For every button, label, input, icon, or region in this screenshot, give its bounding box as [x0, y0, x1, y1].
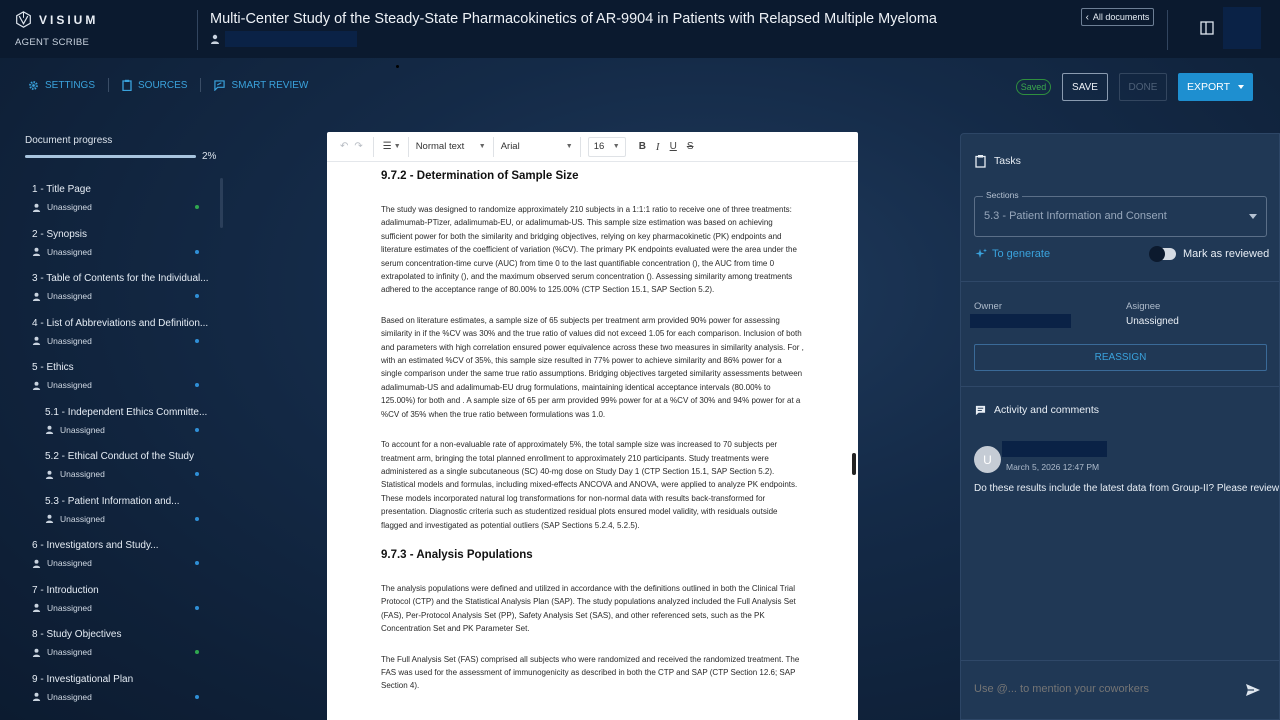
toc-item-assignee	[32, 247, 92, 257]
gear-icon	[28, 80, 39, 91]
toc-assignee-label: Unassigned	[47, 335, 92, 346]
caret-down-icon	[1249, 214, 1257, 219]
section-heading: 9.7.2 - Determination of Sample Size	[381, 170, 579, 182]
sidebar-scrollbar[interactable]	[220, 178, 223, 228]
activity-header	[975, 404, 1099, 416]
status-dot	[195, 339, 199, 343]
reassign-button[interactable]: REASSIGN	[974, 344, 1267, 371]
paragraph: The Full Analysis Set (FAS) comprised all subjects who were randomized and received the randomized treatment. The FAS was used for the assessment of immunogenicity as described in both the CTP and SAP (CTP Section 12.6; SAP Section 4).	[381, 654, 800, 691]
font-family-value: Arial	[500, 141, 520, 152]
status-dot	[195, 250, 199, 254]
toc-item[interactable]	[0, 581, 215, 626]
mark-reviewed-label: Mark as reviewed	[1183, 248, 1270, 260]
all-documents-button[interactable]	[1081, 8, 1154, 26]
panel-divider	[961, 386, 1279, 387]
clipboard-icon	[975, 154, 986, 168]
to-generate-button[interactable]	[975, 248, 1050, 260]
status-dot	[195, 650, 199, 654]
italic-icon[interactable]: I	[655, 140, 660, 153]
user-icon	[45, 470, 54, 479]
font-family-select[interactable]	[501, 141, 573, 152]
assignee-label: Asignee	[1126, 301, 1161, 312]
progress-fill	[25, 155, 196, 158]
toc-item-assignee	[32, 603, 92, 613]
toc-item-assignee	[32, 291, 92, 301]
toc-item[interactable]	[0, 625, 215, 670]
toc-item-assignee	[32, 647, 92, 657]
user-icon	[32, 247, 41, 256]
chevron-left-icon: ‹	[1085, 11, 1089, 23]
font-size-select[interactable]	[588, 137, 626, 157]
user-icon	[32, 381, 41, 390]
panel-divider	[961, 660, 1279, 661]
user-avatar[interactable]	[1223, 7, 1261, 49]
underline-icon[interactable]: U	[669, 141, 677, 152]
toolbar-divider	[373, 137, 374, 157]
toc-item-assignee	[32, 380, 92, 390]
toc-item-title: 6 - Investigators and Study...	[32, 540, 159, 551]
toc-assignee-label: Unassigned	[47, 291, 92, 301]
toc-item-assignee	[45, 514, 105, 524]
comment-text: Do these results include the latest data from Group-II? Please review	[974, 483, 1280, 494]
tasks-panel	[960, 133, 1280, 720]
user-icon	[45, 425, 54, 434]
commenter-name-redacted	[1002, 441, 1107, 457]
toc-item[interactable]	[0, 670, 215, 715]
commenter-avatar: U	[974, 446, 1001, 473]
section-heading: 9.7.3 - Analysis Populations	[381, 548, 533, 561]
sources-link[interactable]	[122, 79, 187, 91]
product-name: AGENT SCRIBE	[15, 37, 90, 48]
brand-name: VISIUM	[39, 12, 99, 27]
text-style-select[interactable]	[416, 141, 486, 152]
progress-percent: 2%	[202, 151, 217, 162]
toc-item-assignee	[32, 692, 92, 702]
caret-down-icon	[1238, 85, 1244, 89]
bold-icon[interactable]: B	[638, 141, 646, 152]
document-editor[interactable]	[327, 132, 858, 720]
status-dot	[195, 695, 199, 699]
paragraph: The analysis populations were defined and utilized in accordance with the definitions outlined in both the Clinical Trial Protocol (CTP) and the Statistical Analysis Plan (SAP). The study populations analyzed included the Full Analysis Set (FAS), Per-Protocol Analysis Set (PP), Safety Analysis Set (SAS), and other referenced sets, such as the PK Concentration Set and PK Parameter Set.	[381, 583, 796, 634]
all-documents-label: All documents	[1092, 12, 1150, 22]
text-style-value: Normal text	[415, 141, 465, 152]
toc-assignee-label: Unassigned	[47, 647, 92, 657]
undo-icon[interactable]: ↶	[340, 141, 349, 152]
status-dot	[195, 561, 199, 565]
clipboard-icon	[122, 79, 132, 91]
toc-item-assignee	[45, 469, 105, 479]
chevron-down-icon: ▼	[478, 143, 486, 150]
toc-item-assignee	[45, 425, 105, 435]
editor-content[interactable]	[327, 162, 858, 693]
toc-item[interactable]	[0, 314, 215, 359]
review-comment-icon	[214, 80, 225, 91]
smart-review-label: SMART REVIEW	[231, 79, 309, 91]
toc-item-assignee	[32, 202, 92, 212]
progress-label: Document progress	[25, 135, 113, 146]
status-dot	[195, 294, 199, 298]
chevron-down-icon: ▼	[612, 143, 620, 150]
panel-divider	[961, 281, 1279, 282]
saved-status-badge: Saved	[1016, 79, 1051, 95]
user-icon	[32, 692, 41, 701]
status-dot	[195, 517, 199, 521]
strikethrough-icon[interactable]: S	[686, 141, 694, 152]
toc-item-title: 4 - List of Abbreviations and Definition...	[32, 317, 209, 329]
assignee-value: Unassigned	[1126, 316, 1179, 327]
toc-item[interactable]	[0, 225, 215, 270]
toc-item-title: 5 - Ethics	[32, 362, 74, 373]
toc-assignee-label: Unassigned	[47, 602, 92, 613]
document-toolbar	[28, 78, 308, 92]
done-button[interactable]: DONE	[1119, 73, 1167, 101]
editor-scrollbar[interactable]	[852, 453, 856, 475]
tasks-title: Tasks	[994, 155, 1021, 167]
toc-item-title: 3 - Table of Contents for the Individual...	[32, 273, 209, 284]
visium-logo-icon	[15, 11, 32, 28]
toc-item-title: 9 - Investigational Plan	[32, 673, 134, 685]
toc-item[interactable]	[0, 269, 215, 314]
owner-label: Owner	[974, 301, 1002, 312]
toc-item-title: 1 - Title Page	[32, 184, 91, 195]
header-divider-right	[1167, 10, 1168, 50]
align-left-icon[interactable]: ☰	[382, 141, 392, 152]
user-icon	[32, 559, 41, 568]
toc-item-assignee	[32, 558, 92, 568]
user-icon	[32, 203, 41, 212]
user-icon	[32, 603, 41, 612]
redo-icon[interactable]: ↷	[354, 141, 363, 152]
toolbar-divider	[580, 137, 581, 157]
settings-label: SETTINGS	[45, 79, 96, 91]
editor-toolbar	[327, 132, 858, 162]
document-title: Multi-Center Study of the Steady-State Pharmacokinetics of AR-9904 in Patients with Relapsed Multiple Myeloma	[210, 11, 937, 27]
toc-item[interactable]	[0, 447, 215, 492]
author-name-redacted	[225, 31, 357, 47]
panel-layout-icon[interactable]	[1200, 21, 1214, 35]
toc-assignee-label: Unassigned	[47, 202, 92, 212]
toc-item-title: 7 - Introduction	[32, 584, 99, 596]
sparkle-icon	[975, 248, 987, 260]
save-button[interactable]: SAVE	[1062, 73, 1108, 101]
stray-dot	[396, 65, 399, 68]
paragraph: To account for a non-evaluable rate of approximately 5%, the total sample size was increased to 70 subjects per treatment arm, bringing the total planned enrollment to approximately 210 participants. Study treatments were administered as a single subcutaneous (SC) 40-mg dose on Study Day 1 (CTP Section 15.1, SAP Section 5.2). Statistical models and formulas, including mixed-effects ANCOVA and ANOVA, were applied to analyze PK endpoints. These models incorporated natural log transformations for non-normal data with results back-transformed for presentation. Diagnostic criteria such as studentized residual plots ensured model validity, with residuals outside flagged and investigated as potential outliers (SAP Sections 5.2.4, 5.2.5).	[381, 440, 798, 530]
owner-name-redacted	[970, 314, 1071, 328]
settings-link[interactable]	[28, 80, 95, 91]
nav-divider	[108, 78, 109, 92]
user-icon	[32, 336, 41, 345]
toc-item-assignee	[32, 336, 92, 346]
user-icon	[45, 514, 54, 523]
to-generate-label: To generate	[992, 248, 1051, 260]
table-of-contents	[0, 180, 215, 714]
comment-timestamp: March 5, 2026 12:47 PM	[1006, 462, 1100, 472]
status-dot	[195, 205, 199, 209]
toc-item-title: 5.1 - Independent Ethics Committe...	[45, 406, 208, 418]
sections-label: Sections	[983, 190, 1022, 200]
mark-reviewed-toggle[interactable]	[1150, 248, 1176, 260]
toc-assignee-label: Unassigned	[47, 380, 92, 390]
toc-assignee-label: Unassigned	[60, 424, 105, 435]
top-header	[0, 0, 1280, 58]
sections-select[interactable]	[974, 190, 1267, 237]
toc-item[interactable]	[0, 492, 215, 537]
status-dot	[195, 472, 199, 476]
toc-assignee-label: Unassigned	[60, 513, 105, 524]
activity-title: Activity and comments	[994, 404, 1100, 416]
toc-item-title: 5.2 - Ethical Conduct of the Study	[45, 451, 194, 462]
paragraph: Based on literature estimates, a sample size of 65 subjects per treatment arm provided 90% power for assessing similarity in if the %CV was 30% and the true ratio of values did not exceed 1.05 for each comparison. Inclusion of both and parameters with high correlation ensured power equivalence across these two measures in similarity analysis. For , with an estimated %CV of 35%, this sample size resulted in 77% power to achieve similarity and 86% power for a single comparison under the same true ratio assumptions. Bridging objectives targeted similarity assessments between adalimumab-US and adalimumab-EU drug formulations, maintaining identical acceptance intervals (80.00% to 125.00%) for both and . A sample size of 65 per arm provided 99% power for at a %CV of 30% and 94% power for at a %CV of 35% when the true ratio between formulations was 1.0.	[381, 315, 804, 419]
toc-item[interactable]	[0, 536, 215, 581]
toc-item-title: 8 - Study Objectives	[32, 629, 122, 640]
export-label: EXPORT	[1187, 81, 1230, 93]
export-button[interactable]	[1178, 73, 1253, 101]
user-icon	[32, 648, 41, 657]
comment-input[interactable]	[974, 683, 1234, 695]
send-icon[interactable]	[1245, 683, 1261, 697]
status-dot	[195, 606, 199, 610]
progress-bar	[25, 155, 196, 158]
toolbar-divider	[493, 137, 494, 157]
smart-review-link[interactable]	[214, 80, 308, 91]
paragraph: The study was designed to randomize approximately 210 subjects in a 1:1:1 ratio to receive one of three treatments: adalimumab-PTizer, adalimumab-EU, or adalimumab-US. This sample size estimation was based on achieving sufficient power for both the similarity and bridging objectives, relying on key pharmacokinetic (PK) endpoints and literature estimates of the coefficient of variation (%CV). The primary PK endpoints evaluated were the area under the serum concentration-time curve (AUC) from time 0 to the last quantifiable concentration (), the AUC from time 0 extrapolated to infinity (), and the maximum observed serum concentration (). Assessing similarity among treatments adhered to the acceptance range of 80.00% to 125.00% (CTP Section 15.1, SAP Section 5.2).	[381, 205, 797, 295]
sections-value: 5.3 - Patient Information and Consent	[984, 210, 1167, 222]
status-dot	[195, 428, 199, 432]
toc-assignee-label: Unassigned	[47, 691, 92, 702]
sources-label: SOURCES	[138, 79, 188, 91]
chevron-down-icon: ▼	[393, 143, 401, 150]
toc-item[interactable]	[0, 180, 215, 225]
toggle-knob	[1149, 246, 1165, 262]
font-size-value: 16	[593, 141, 605, 152]
comment-icon	[975, 405, 986, 416]
toc-item-title: 2 - Synopsis	[32, 228, 88, 240]
header-divider	[197, 10, 198, 50]
toc-assignee-label: Unassigned	[60, 469, 105, 479]
user-icon	[210, 34, 220, 44]
toc-item-title: 5.3 - Patient Information and...	[45, 495, 180, 507]
document-author	[210, 31, 357, 47]
chevron-down-icon: ▼	[565, 143, 573, 150]
toc-item[interactable]	[0, 403, 215, 448]
brand-logo[interactable]	[15, 11, 98, 48]
toolbar-divider	[408, 137, 409, 157]
tasks-header	[975, 154, 1021, 168]
nav-divider	[200, 78, 201, 92]
user-icon	[32, 292, 41, 301]
toc-assignee-label: Unassigned	[47, 558, 92, 568]
toc-item[interactable]	[0, 358, 215, 403]
toc-assignee-label: Unassigned	[47, 246, 92, 257]
status-dot	[195, 383, 199, 387]
